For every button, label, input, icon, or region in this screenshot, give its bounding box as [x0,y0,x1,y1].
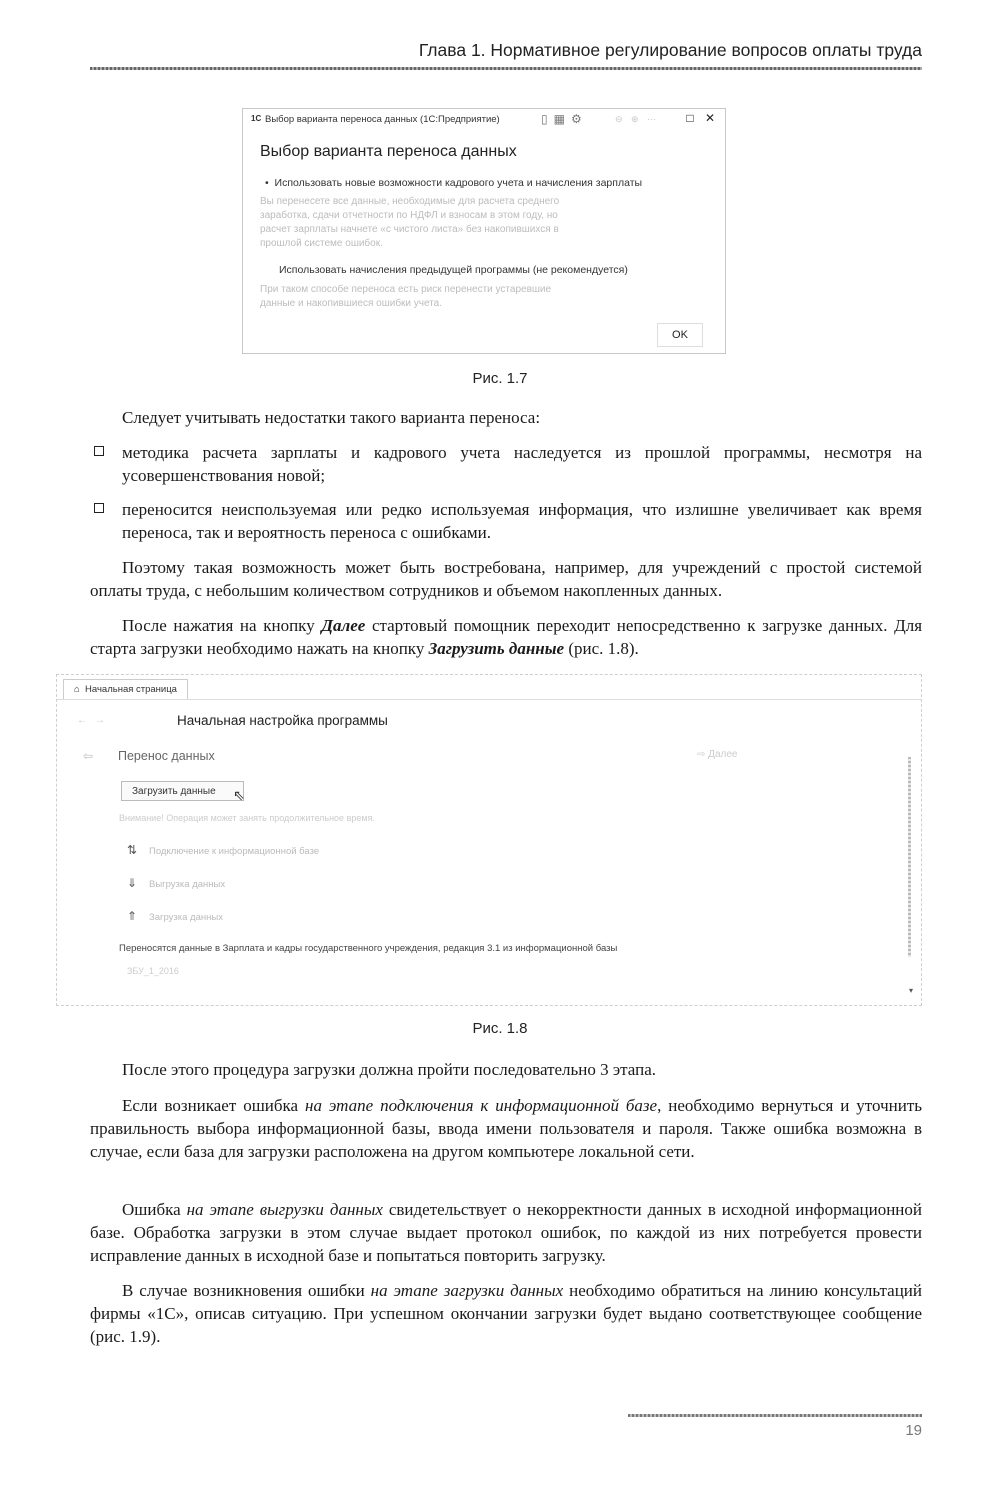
paragraph-load-error: В случае возникновения ошибки на этапе загрузки данных необходимо обратиться на линию консультаций фирмы «1С», описав ситуацию. При успешном окончании загрузки будет выдано соответствующее сообщение (рис. 1.9). [90,1281,922,1346]
window-controls [678,111,715,125]
list-item: переносится неиспользуемая или редко используемая информация, что излишне увеличивает как время переноса, так и вероятность переноса с ошибками. [90,498,922,544]
step-load: ⇑ Загрузка данных [127,909,223,923]
dialog-titlebar [243,109,725,131]
paragraph-drawbacks-intro: Следует учитывать недостатки такого варианта переноса: [122,408,541,427]
document-icon[interactable]: ▯ [541,112,554,126]
calendar-icon[interactable]: ▦ [553,112,571,126]
tab-divider [57,699,921,700]
vertical-scrollbar[interactable] [908,757,911,957]
download-icon: ⇓ [127,876,138,890]
paragraph-unload-error: Ошибка на этапе выгрузки данных свидетельствует о некорректности данных в исходной информационной базе. Обработка загрузки в этом случае выдает протокол ошибок, по каждой из них потребуется провести исправление данных в исходной базе и попытаться повторить загрузку. [90,1200,922,1265]
ok-button[interactable]: OK [657,323,703,347]
transfer-info-text: Переносятся данные в Зарплата и кадры государственного учреждения, редакция 3.1 из информационной базы [119,943,618,954]
back-icon[interactable]: ⇦ [83,749,94,763]
term-next: Далее [321,616,366,635]
checkbox-bullet-icon [94,446,104,456]
load-data-button[interactable]: Загрузить данные [121,781,244,801]
paragraph-connect-error: Если возникает ошибка на этапе подключения к информационной базе, необходимо вернуться и уточнить правильность выбора информационной базы, ввода имени пользователя и пароля. Также ошибка возможна в случае, если база для загрузки расположена на другом компьютере локальной сети. [90,1096,923,1161]
radio-selected-icon: • [265,177,269,189]
back-arrow-icon[interactable]: ← [77,715,95,726]
page-number: 19 [905,1422,922,1439]
tab-home[interactable]: ⌂ Начальная страница [63,679,188,700]
faint-toolbar-icons: ⊖ ⊕ ⋯ [615,114,660,124]
upload-icon: ⇑ [127,909,138,923]
paragraph-use-case: Поэтому такая возможность может быть востребована, например, для учреждений с простой системой оплаты труда, с небольшим количеством сотрудников и объемом накопленных данных. [90,558,922,600]
running-header [90,40,922,70]
footer-rule [628,1414,922,1417]
next-arrow-icon: ⇨ [697,749,706,760]
figure-caption-1-7: Рис. 1.7 [472,370,528,387]
checkbox-bullet-icon [94,503,104,513]
section-title: Перенос данных [118,749,215,763]
connect-icon: ⇅ [127,843,138,857]
mouse-cursor-icon: ⇖ [233,787,245,803]
dialog-window-title: Выбор варианта переноса данных (1С:Предприятие) [265,114,500,125]
step-connect: ⇅ Подключение к информационной базе [127,843,320,857]
figure-caption-1-8: Рис. 1.8 [472,1020,528,1037]
option-previous-accruals-radio[interactable]: Использовать начисления предыдущей программы (не рекомендуется) [279,264,628,276]
scroll-down-arrow-icon[interactable]: ▾ [908,986,913,995]
warning-note: Внимание! Операция может занять продолжительное время. [119,813,375,823]
initial-setup-screen [56,674,922,1006]
source-base-name: ЗБУ_1_2016 [127,966,179,976]
step-unload: ⇓ Выгрузка данных [127,876,226,890]
maximize-button[interactable]: □ [686,111,694,125]
header-rule [90,67,922,70]
home-icon: ⌂ [74,684,80,695]
settings-icon[interactable]: ⚙ [570,112,588,126]
chapter-title: Глава 1. Нормативное регулирование вопросов оплаты труда [418,40,922,60]
toolbar-icons [541,112,588,126]
term-load-data: Загрузить данные [428,639,565,658]
option-new-features-description: Вы перенесете все данные, необходимые для расчета среднего заработка, сдачи отчетности по НДФЛ и взносам в этом году, но расчет зарплаты начнете «с чистого листа» без накопившихся в прошлой системе ошибок. [260,196,560,249]
next-button[interactable]: ⇨ Далее [697,749,738,760]
1c-logo-icon: 1С [251,114,262,123]
transfer-option-dialog [242,108,726,354]
nav-arrows [77,715,113,726]
close-button[interactable]: ✕ [704,111,715,125]
paragraph-next-step: После нажатия на кнопку Далее стартовый помощник переходит непосредственно к загрузке данных. Для старта загрузки необходимо нажать на кнопку Загрузить данные (рис. 1.8). [90,616,923,658]
page-title: Начальная настройка программы [177,713,388,728]
paragraph-three-stages: После этого процедура загрузки должна пройти последовательно 3 этапа. [122,1060,657,1079]
option-previous-accruals-description: При таком способе переноса есть риск перенести устаревшие данные и накопившиеся ошибки учета. [260,284,552,309]
dialog-heading: Выбор варианта переноса данных [260,143,517,160]
option-new-features-label: Использовать новые возможности кадрового учета и начисления зарплаты [274,177,643,189]
list-item: методика расчета зарплаты и кадрового учета наследуется из прошлой программы, несмотря на усовершенствования новой; [90,441,922,487]
option-new-features-radio[interactable] [265,177,642,189]
forward-arrow-icon[interactable]: → [95,715,113,726]
